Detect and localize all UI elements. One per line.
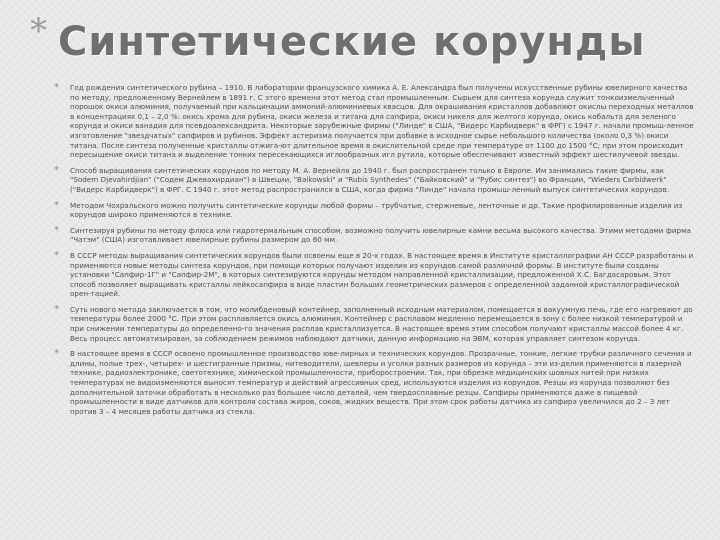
paragraph-text: Методом Чохральского можно получить синтетические корунды любой формы – трубчатые, стержневые, ленточные и др. Такие профилированные изделия из корундов широко применяются в технике. bbox=[70, 200, 683, 220]
title-star-icon: * bbox=[30, 11, 47, 51]
paragraph-ussr-methods bbox=[54, 251, 694, 299]
bullet-star-icon: * bbox=[54, 199, 59, 211]
slide-title: Синтетические корунды bbox=[58, 19, 646, 65]
paragraph-text: В СССР методы выращивания синтетических корундов были освоены еще в 20-х годах. В настоящее время в Институте кристаллографии АН СССР разработаны и применяются новые методы синтеза корундов, при помощи которых получают изделия из корундов самой различной формы. В институте были созданы установки "Сапфир-1Г" и "Сапфир-2М", в которых синтезируются корунды методом направленной кристаллизации, предложенной Х.С. Багдасаровым. Этот способ позволяет выращивать кристаллы лейкосапфира в виде пластин больших геометрических размеров с определенной заданной кристаллографической орен-тацией. bbox=[70, 250, 694, 299]
paragraph-text: Синтезируя рубины по методу флюса или гидротермальным способом, возможно получить ювелирные камни весьма высокого качества. Этими методами фирма "Чатэм" (США) изготавливает ювелирные рубины размером до 60 мм. bbox=[70, 225, 691, 245]
bullet-star-icon: * bbox=[54, 303, 59, 315]
paragraph-text: Способ выращивания синтетических корундов по методу М. А. Вернейля до 1940 г. был распространен только в Европе. Им занимались такие фирмы, как "Sodem Djevahirdjian" ("Содем Джевахирдиан") в Швеции, "Baikowski" и "Rubis Synthedes" ("Байковский" и "Рубис синтез") во Франции, "Wieders Carbidwerk" ("Видерс Карбидверк") в ФРГ. С 1940 г. этот метод распространился в США, когда фирма "Линде" начала промыш-ленный выпуск синтетических корундов. bbox=[70, 165, 670, 194]
paragraph-flux-method bbox=[54, 226, 694, 245]
paragraph-text: Суть нового метода заключается в том, что молибденовый контейнер, заполненный исходным материалом, помещается в вакуумную печь, где его нагревают до температуры более 2000 °С. При этом расплавляется окись алюминия. Контейнер с расплавом медленно перемещается в зону с более низкой температурой и при снижении температуры до определенно-го значения расплав кристаллизуется. В настоящее время этим способом получают кристаллы массой более 4 кг. Весь процесс автоматизирован, за соблюдением режимов наблюдают датчики, данную информацию на ЭВМ, которая управляет синтезом корунда. bbox=[70, 304, 693, 343]
bullet-star-icon: * bbox=[54, 82, 59, 93]
bullet-star-icon: * bbox=[54, 348, 59, 360]
paragraph-text: Год рождения синтетического рубина – 1910. В лаборатории французского химика А. Е. Александра был получены искусственные рубины ювелирного качества по методу, предложенному Вернейлем в 1891 г. С этого времени этот метод стал промышленным. Сырьем для синтеза корунда служит тонкоизмельченный порошок окиси алюминия, получаемый при кальцинации аммоний-алюминиевых квасцов. Для окрашивания кристаллов добавляют окислы переходных металлов в концентрациях 0,1 – 2,0 %: окись хрома для рубина, окиси железа и титана для сапфира, окиси никеля для желтого корунда, окись кобальта для зеленого корунда и окиси ванадия для псевдоалександрита. Некоторые зарубежные фирмы ("Линде" в США, "Видерс Карбидверк" в ФРГ) с 1947 г. начали промыш-ленное изготовление "звездчатых" сапфиров и рубинов. Эффект астеризма получается при добавке в исходное сырье небольшого количества (около 0,3 %) окиси титана. После синтеза полученные кристаллы отжига-ют длительное время в окислительной среде при температуре от 1100 до 1500 °С; при этом происходит пересыщение окиси титана и выделение тонких пересекающихся иглообразных игл рутила, которые обеспечивают известный эффект шестилучевой звезды. bbox=[70, 83, 694, 160]
bullet-star-icon: * bbox=[54, 224, 59, 236]
paragraph-industrial-production bbox=[54, 349, 694, 416]
bullet-star-icon: * bbox=[54, 249, 59, 261]
paragraph-text: В настоящее время в СССР освоено промышленное производство юве-лирных и технических корундов. Прозрачные, тонкие, легкие трубки различного сечения и длины, полые трех-, четырех- и шестигранные призмы, нитеводители, шевлеры и уголки разных размеров из корунда – эти из-делия применяются в лазерной технике, радиоэлектронике, светотехнике, химической промышленности, приборостроении. Так, при обрезке медицинских шовных нитей при низких температурах не видоизменяются выносят температур и действий агрессивных сред, используются изделия из корундов. Резцы из корунда позволяют без дополнительной заточки обработать в несколько раз большее число деталей, чем твердосплавные резцы. Сапфиры применяются даже в пищевой промышленности в виде датчиков для контроля состава жиров, соков, жидких веществ. При этом срок работы датчика из сапфира увеличился до 2 – 3 лет против 3 – 4 месяцев работы датчика из стекла. bbox=[70, 349, 692, 416]
bullet-star-icon: * bbox=[54, 164, 59, 176]
paragraph-czochralski bbox=[54, 201, 694, 220]
paragraph-new-method bbox=[54, 305, 694, 343]
content-body bbox=[54, 83, 694, 422]
paragraph-ruby-birth bbox=[54, 83, 694, 160]
paragraph-verneuil-method bbox=[54, 166, 694, 195]
